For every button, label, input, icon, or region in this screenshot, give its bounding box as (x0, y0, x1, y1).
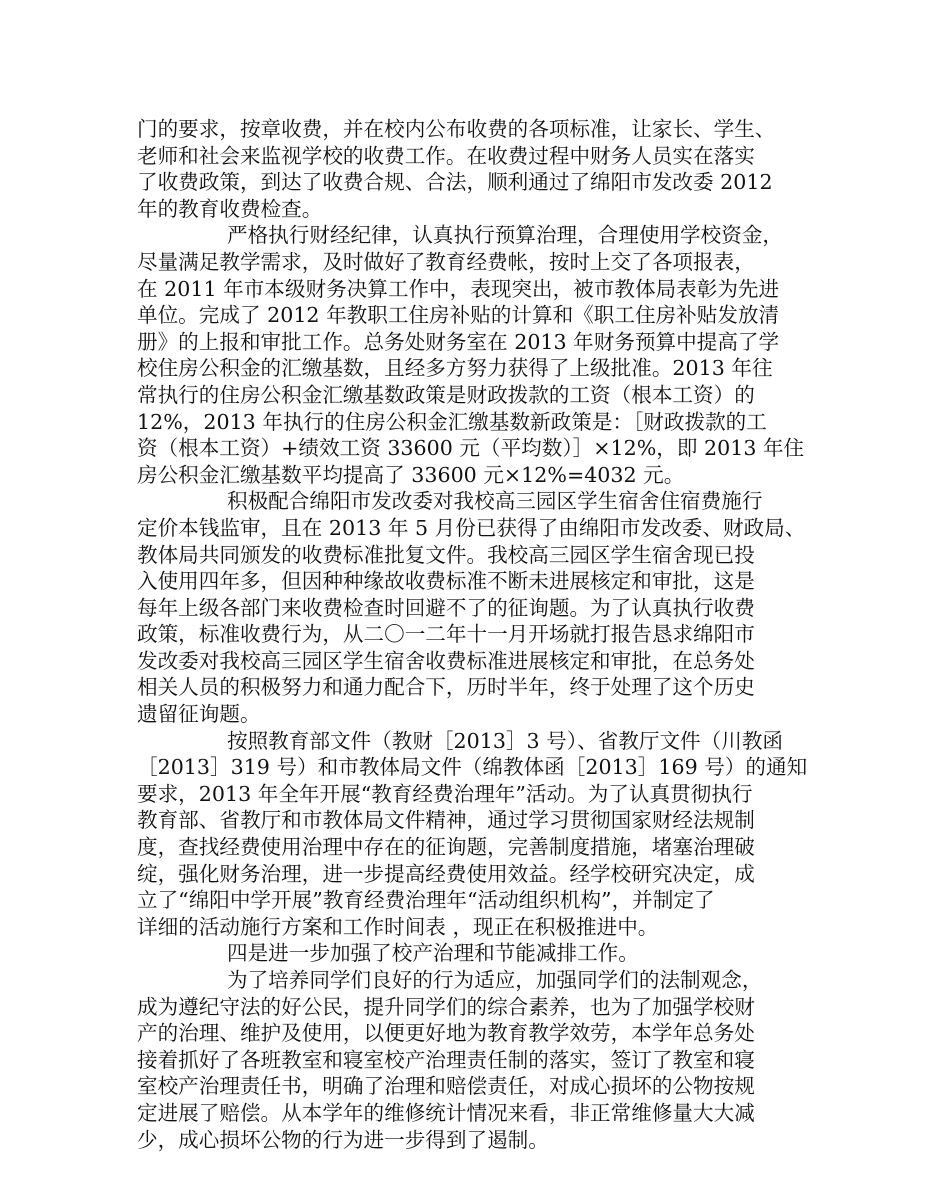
text-line: 室校产治理责任书，明确了治理和赔偿责任，对成心损坏的公物按规 (137, 1074, 755, 1099)
paragraph-1 (137, 116, 827, 222)
text-line: 定进展了赔偿。从本学年的维修统计情况来看，非正常维修量大大减 (137, 1100, 755, 1125)
text-line: ［2013］319 号）和市教体局文件（绵教体函［2013］169 号）的通知 (137, 755, 808, 780)
text-line: 发改委对我校高三园区学生宿舍收费标准进展核定和审批，在总务处 (137, 648, 755, 673)
text-line: 严格执行财经纪律，认真执行预算治理，合理使用学校资金， (227, 223, 784, 248)
text-line: 单位。完成了 2012 年教职工住房补贴的计算和《职工住房补贴发放清 (137, 303, 780, 328)
text-line: 资（根本工资）+绩效工资 33600 元（平均数）］×12%，即 2013 年住 (137, 436, 805, 461)
text-line: 常执行的住房公积金汇缴基数政策是财政拨款的工资（根本工资）的 (137, 382, 755, 407)
text-line: 在 2011 年市本级财务决算工作中，表现突出，被市教体局表彰为先进 (137, 276, 780, 301)
text-line: 校住房公积金的汇缴基数，且经多方努力获得了上级批准。2013 年往 (137, 356, 773, 381)
text-line: 教育部、省教厅和市教体局文件精神，通过学习贯彻国家财经法规制 (137, 808, 755, 833)
text-line: 教体局共同颁发的收费标准批复文件。我校高三园区学生宿舍现已投 (137, 542, 755, 567)
paragraph-3 (137, 488, 827, 727)
text-line: 老师和社会来监视学校的收费工作。在收费过程中财务人员实在落实 (137, 143, 755, 168)
paragraph-6 (137, 967, 827, 1153)
text-line: 四是进一步加强了校产治理和节能减排工作。 (227, 941, 639, 966)
text-line: 成为遵纪守法的好公民，提升同学们的综合素养，也为了加强学校财 (137, 994, 755, 1019)
text-line: 积极配合绵阳市发改委对我校高三园区学生宿舍住宿费施行 (227, 489, 763, 514)
paragraph-4 (137, 728, 827, 941)
text-line: 每年上级各部门来收费检查时回避不了的征询题。为了认真执行收费 (137, 595, 755, 620)
text-line: 定价本钱监审，且在 2013 年 5 月份已获得了由绵阳市发改委、财政局、 (137, 515, 806, 540)
text-line: 遗留征询题。 (137, 702, 261, 727)
text-line: 详细的活动施行方案和工作时间表 ，现正在积极推进中。 (137, 914, 659, 939)
text-line: 相关人员的积极努力和通力配合下，历时半年，终于处理了这个历史 (137, 675, 755, 700)
text-line: 少，成心损坏公物的行为进一步得到了遏制。 (137, 1127, 549, 1152)
text-line: 12%，2013 年执行的住房公积金汇缴基数新政策是：［财政拨款的工 (137, 409, 767, 434)
text-line: 政策，标准收费行为，从二〇一二年十一月开场就打报告恳求绵阳市 (137, 622, 755, 647)
text-line: 尽量满足教学需求，及时做好了教育经费帐，按时上交了各项报表， (137, 249, 755, 274)
text-line: 房公积金汇缴基数平均提高了 33600 元×12%=4032 元。 (137, 462, 685, 487)
text-line: 按照教育部文件（教财［2013］3 号）、省教厅文件（川教函 (227, 728, 784, 753)
paragraph-5 (137, 940, 827, 967)
text-line: 册》的上报和审批工作。总务处财务室在 2013 年财务预算中提高了学 (137, 329, 780, 354)
text-line: 入使用四年多，但因种种缘故收费标准不断未进展核定和审批，这是 (137, 569, 755, 594)
text-line: 要求，2013 年全年开展“教育经费治理年”活动。为了认真贯彻执行 (137, 781, 753, 806)
paragraph-2 (137, 222, 827, 488)
text-line: 了收费政策，到达了收费合规、合法，顺利通过了绵阳市发改委 2012 (137, 170, 773, 195)
text-line: 为了培养同学们良好的行为适应，加强同学们的法制观念， (227, 968, 763, 992)
text-line: 立了“绵阳中学开展”教育经费治理年“活动组织机构”，并制定了 (137, 888, 715, 913)
document-body (137, 116, 827, 1153)
text-line: 度，查找经费使用治理中存在的征询题，完善制度措施，堵塞治理破 (137, 835, 755, 860)
text-line: 年的教育收费检查。 (137, 196, 323, 221)
text-line: 绽，强化财务治理，进一步提高经费使用效益。经学校研究决定，成 (137, 861, 755, 886)
text-line: 门的要求，按章收费，并在校内公布收费的各项标准，让家长、学生、 (137, 117, 776, 141)
text-line: 接着抓好了各班教室和寝室校产治理责任制的落实，签订了教室和寝 (137, 1047, 755, 1072)
text-line: 产的治理、维护及使用，以便更好地为教育教学效劳，本学年总务处 (137, 1021, 755, 1046)
